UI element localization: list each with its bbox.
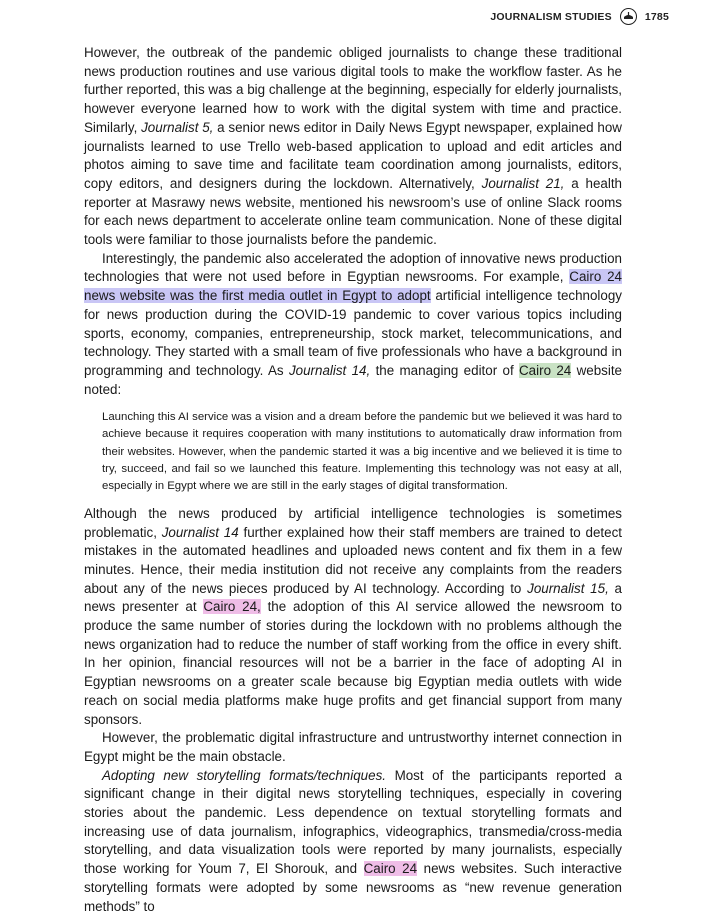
paragraph-4: However, the problematic digital infrastructure and untrustworthy internet connection in Egypt might be the main obstacle. <box>84 730 622 764</box>
text-run: the adoption of this AI service allowed the newsroom to produce the same number of stories during the lockdown with no problems although the news organization had to reduce the number of staff working from the office in every shift. In her opinion, financial resources will not be a barrier in the face of adopting AI in Egyptian newsrooms on a greater scale because big Egyptian media outlets with wide reach on social media platforms make huge profits and get financial support from many sponsors. <box>84 599 622 727</box>
journalist-ref: Journalist 5, <box>141 119 214 135</box>
text-run: a news presenter at <box>84 580 622 615</box>
highlight-pink[interactable]: Cairo 24, <box>203 599 261 615</box>
highlight-green[interactable]: Cairo 24 <box>519 362 572 378</box>
text-run: Interestingly, the pandemic also accelerated the adoption of innovative news production technologies that were not used before in Egyptian newsrooms. For example, <box>84 250 622 285</box>
highlight-pink[interactable]: Cairo 24 <box>363 861 418 877</box>
text-run: further explained how their staff members are trained to detect mistakes in the automated headlines and uploaded news content and fix them in a few minutes. Hence, their media institution did not receive any complaints from the readers about any of the news pieces produced by AI technology. According to <box>84 524 622 596</box>
running-header <box>490 8 669 25</box>
text-run: Although the news produced by artificial intelligence technologies is sometimes problematic, <box>84 505 622 540</box>
paragraph-5 <box>84 767 622 916</box>
text-run: a health reporter at Masrawy news website, mentioned his newsroom’s use of online Slack rooms for each news department to accelerate online team communication. None of these digital tools were familiar to those journalists before the pandemic. <box>84 175 622 248</box>
text-run: Most of the participants reported a significant change in their digital news storytelling techniques, especially in covering stories about the pandemic. Less dependence on textual storytelling formats and increasing use of data journalism, infographics, videographics, transmedia/cross-media storytelling, and data visualization tools were reported by many journalists, especially those working for Youm 7, El Shorouk, and <box>84 767 623 877</box>
paragraph-1 <box>84 44 622 250</box>
highlight-blue[interactable]: Cairo 24 news website was the first media outlet in Egypt to adopt <box>84 269 622 304</box>
text-run: However, the outbreak of the pandemic obliged journalists to change these traditional news production routines and use various digital tools to make the workflow faster. As he further reported, this was a big challenge at the beginning, especially for elderly journalists, however everyone learned how to work with the digital system with time and practice. Similarly, <box>84 45 622 135</box>
journalist-ref: Journalist 15, <box>527 580 609 596</box>
text-run: artificial intelligence technology for news production during the COVID-19 pandemic to cover various topics including sports, economy, companies, entrepreneurship, stock market, telecommunications, and technology. They started with a small team of five professionals who have a background in programming and technology. As <box>84 288 622 378</box>
text-run: a senior news editor in Daily News Egypt newspaper, explained how journalists learned to use Trello web-based application to upload and edit articles and photos aiming to save time and facilitate team coordination among journalists, editors, copy editors, and designers during the lockdown. Alternatively, <box>84 119 622 191</box>
block-quote: Launching this AI service was a vision and a dream before the pandemic but we believed it was hard to achieve because it requires cooperation with many institutions to automatically draw information from their websites. However, when the pandemic started it was a big incentive and we believed it is time to try, succeed, and fail so we launched this feature. Implementing this technology was not easy at all, especially in Egypt where we are still in the early stages of digital transformation. <box>102 411 622 492</box>
publisher-logo-icon <box>620 8 637 25</box>
journalist-ref: Journalist 14 <box>161 524 239 540</box>
journalist-ref: Journalist 14, <box>288 362 371 378</box>
paragraph-2 <box>84 250 622 400</box>
article-body <box>84 44 622 916</box>
text-run: website noted: <box>84 362 622 397</box>
journalist-ref: Journalist 21, <box>481 175 565 191</box>
paragraph-3 <box>84 505 622 729</box>
page-number: 1785 <box>644 10 669 23</box>
text-run: the managing editor of <box>370 362 520 378</box>
section-heading: Adopting new storytelling formats/techniques. <box>102 767 386 783</box>
text-run: news websites. Such interactive storytelling formats were adopted by some newsrooms as “new revenue generation methods” to <box>84 861 622 914</box>
journal-title: JOURNALISM STUDIES <box>490 10 612 23</box>
